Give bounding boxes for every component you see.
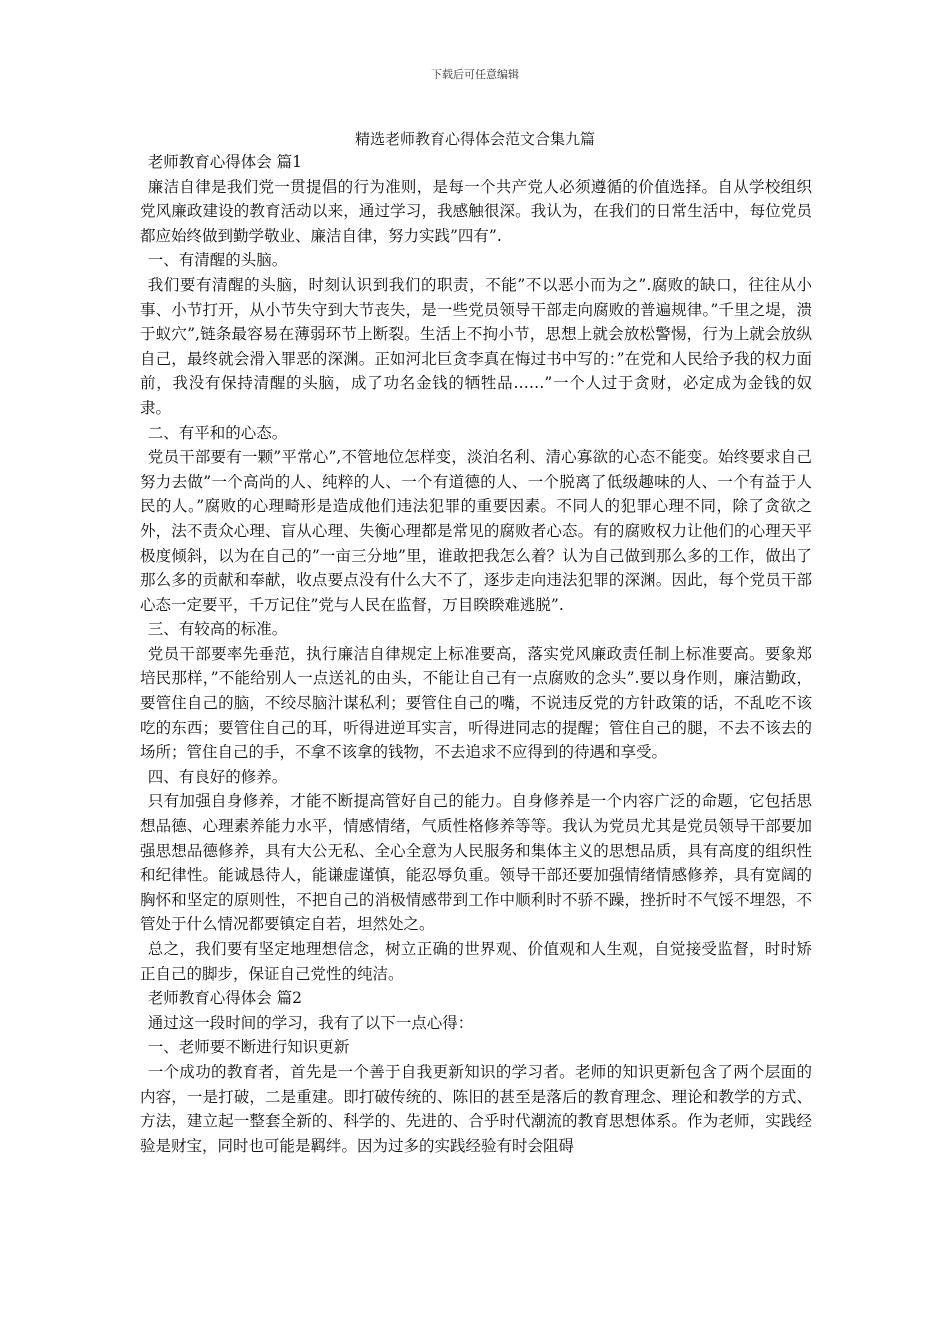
subheading: 四、有良好的修养。: [147, 767, 288, 786]
subheading: 二、有平和的心态。: [147, 423, 288, 442]
body-paragraph: 我们要有清醒的头脑，时刻认识到我们的职责，不能”不以恶小而为之”.腐败的缺口，往往从小事、小节打开，从小节失守到大节丧失，是一些党员领导干部走向腐败的普遍规律。”千里之堤，溃于蚁穴”,链条最容易在薄弱环节上断裂。生活上不拘小节，思想上就会放松警惕，行为上就会放纵自己，最终就会滑入罪恶的深渊。正如河北巨贪李真在悔过书中写的：”在党和人民给予我的权力面前，我没有保持清醒的头脑，成了功名金钱的牺牲品……”一个人过于贪财，必定成为金钱的奴隶。: [140, 275, 812, 417]
section-heading: 老师教育心得体会 篇1: [147, 153, 303, 171]
header-note: 下载后可任意编辑: [431, 68, 519, 81]
body-paragraph: 总之，我们要有坚定地理想信念，树立正确的世界观、价值观和人生观，自觉接受监督，时时矫正自己的脚步，保证自己党性的纯洁。: [140, 940, 812, 983]
subheading: 一、老师要不断进行知识更新: [147, 1038, 350, 1057]
section-heading: 老师教育心得体会 篇2: [147, 989, 303, 1008]
body-paragraph: 一个成功的教育者，首先是一个善于自我更新知识的学习者。老师的知识更新包含了两个层面的内容，一是打破，二是重建。即打破传统的、陈旧的甚至是落后的教育理念、理论和教学的方式、方法，建立起一整套全新的、科学的、先进的、合乎时代潮流的教育思想体系。作为老师，实践经验是财宝，同时也可能是羁绊。因为过多的实践经验有时会阻碍: [140, 1062, 812, 1155]
body-paragraph: 党员干部要率先垂范，执行廉洁自律规定上标准要高，落实党风廉政责任制上标准要高。要象郑培民那样，”不能给别人一点送礼的由头，不能让自己有一点腐败的念头”.要以身作则，廉洁勤政，要管住自己的脑，不绞尽脑汁谋私利；要管住自己的嘴，不说违反党的方针政策的话，不乱吃不该吃的东西；要管住自己的耳，听得进逆耳实言，听得进同志的提醒；管住自己的腿，不去不该去的场所；管住自己的手，不拿不该拿的钱物，不去追求不应得到的待遇和享受。: [140, 644, 812, 762]
document-title: 精选老师教育心得体会范文合集九篇: [354, 130, 595, 148]
document-body: [140, 150, 812, 1158]
body-paragraph: 廉洁自律是我们党一贯提倡的行为准则，是每一个共产党人必须遵循的价值选择。自从学校组织党风廉政建设的教育活动以来，通过学习，我感触很深。我认为，在我们的日常生活中，每位党员都应始终做到勤学敬业、廉洁自律，努力实践”四有”.: [140, 177, 812, 245]
subheading: 三、有较高的标准。: [147, 620, 288, 639]
body-paragraph: 党员干部要有一颗”平常心”,不管地位怎样变，淡泊名利、清心寡欲的心态不能变。始终要求自己努力去做”一个高尚的人、纯粹的人、一个有道德的人、一个脱离了低级趣味的人、一个有益于人民的人。”腐败的心理畸形是造成他们违法犯罪的重要因素。不同人的犯罪心理不同，除了贪欲之外，法不责众心理、盲从心理、失衡心理都是常见的腐败者心态。有的腐败权力让他们的心理天平极度倾斜，以为在自己的”一亩三分地”里，谁敢把我怎么着？认为自己做到那么多的工作，做出了那么多的贡献和奉献，收点要点没有什么大不了，逐步走向违法犯罪的深渊。因此，每个党员干部心态一定要平，千万记住”党与人民在监督，万目睽睽难逃脱”.: [140, 448, 812, 614]
body-paragraph: 只有加强自身修养，才能不断提高管好自己的能力。自身修养是一个内容广泛的命题，它包括思想品德、心理素养能力水平，情感情绪，气质性格修养等等。我认为党员尤其是党员领导干部要加强思想品德修养，具有大公无私、全心全意为人民服务和集体主义的思想品质，具有高度的组织性和纪律性。能诚恳待人，能谦虚谨慎，能忍辱负重。领导干部还要加强情绪情感修养，具有宽阔的胸怀和坚定的原则性，不把自己的消极情感带到工作中顺利时不骄不躁，挫折时不气馁不埋怨，不管处于什么情况都要镇定自若，坦然处之。: [140, 792, 812, 934]
subheading: 一、有清醒的头脑。: [147, 251, 288, 270]
body-paragraph: 通过这一段时间的学习，我有了以下一点心得：: [147, 1013, 474, 1032]
